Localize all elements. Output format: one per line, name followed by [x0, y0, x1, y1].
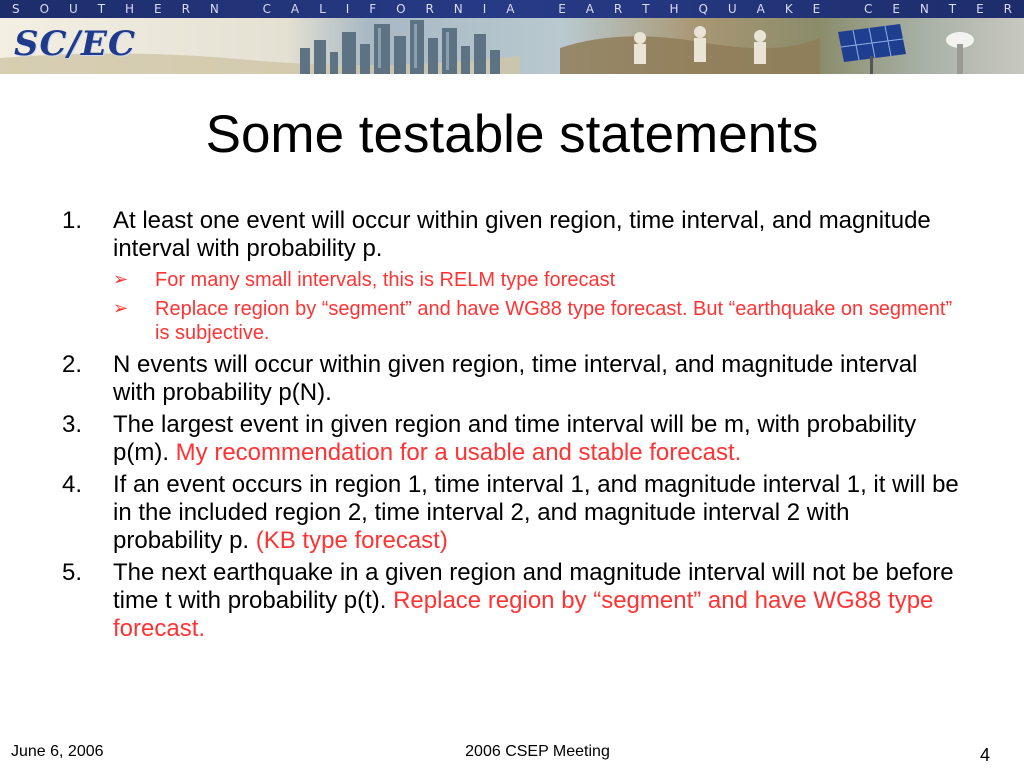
- list-item-3: [62, 411, 962, 467]
- org-name-letter: U: [68, 2, 78, 16]
- org-name-letter: N: [209, 2, 219, 16]
- org-name-letter: F: [369, 2, 377, 16]
- list-item-highlight: Replace region by “segment” and have WG88 type forecast.: [113, 587, 934, 642]
- org-name-letter: U: [727, 2, 737, 16]
- org-name-letter: [534, 1, 538, 17]
- list-item-number: 4.: [62, 471, 83, 498]
- org-name-letter: K: [784, 2, 793, 16]
- org-name-letter: O: [39, 2, 50, 16]
- list-item-text: At least one event will occur within given region, time interval, and magnitude interval with probability p.: [113, 207, 931, 262]
- org-name-letter: T: [948, 2, 957, 16]
- sub-item-1: [113, 268, 962, 292]
- slide-title: Some testable statements: [205, 105, 819, 164]
- org-name-letter: H: [125, 2, 135, 16]
- page-number: 4: [979, 745, 990, 765]
- list-item-5: [62, 559, 962, 643]
- org-name-letter: C: [262, 2, 271, 16]
- org-name-letter: E: [892, 2, 900, 16]
- list-item-4: [62, 471, 962, 555]
- list-item-2: [62, 351, 962, 407]
- header-strip: [0, 0, 1024, 19]
- list-item-number: 2.: [62, 351, 83, 378]
- org-name-letter: O: [396, 2, 406, 16]
- list-item-text: The largest event in given region and time interval will be m, with probability p(m).: [113, 411, 917, 466]
- org-name-letter: A: [506, 2, 515, 16]
- arrow-bullet-icon: ➢: [113, 298, 129, 319]
- list-item-text: The next earthquake in a given region and magnitude interval will not be before time t with probability p(t).: [113, 559, 954, 614]
- sub-item-2: [113, 297, 962, 345]
- footer-event: 2006 CSEP Meeting: [465, 743, 610, 760]
- scec-logo-text: SC/EC: [14, 24, 137, 64]
- org-name-letter: E: [154, 2, 162, 16]
- list-item-highlight: My recommendation for a usable and stable forecast.: [175, 439, 742, 466]
- statement-list: [62, 207, 962, 647]
- arrow-bullet-icon: ➢: [113, 269, 129, 290]
- org-name-letter: T: [642, 2, 650, 16]
- org-name-letter: N: [453, 2, 463, 16]
- org-name-letter: H: [669, 2, 679, 16]
- sub-item-text: Replace region by “segment” and have WG88 type forecast. But “earthquake on segment” is subjective.: [155, 298, 953, 344]
- org-name: [0, 1, 1024, 17]
- org-name-letter: C: [863, 2, 873, 16]
- org-name-letter: E: [812, 2, 821, 16]
- list-item-number: 1.: [62, 207, 83, 234]
- org-name-letter: A: [290, 2, 300, 16]
- org-name-letter: I: [482, 2, 487, 16]
- list-item-number: 5.: [62, 559, 83, 586]
- org-name-letter: Q: [698, 2, 708, 16]
- org-name-letter: A: [756, 2, 765, 16]
- org-name-letter: E: [976, 2, 984, 16]
- org-name-letter: R: [613, 2, 623, 16]
- org-name-letter: R: [425, 2, 434, 16]
- org-name-letter: N: [919, 2, 929, 16]
- org-name-letter: R: [1003, 2, 1012, 16]
- org-name-letter: [840, 1, 844, 17]
- list-item-1: [62, 207, 962, 263]
- banner-illustration: [0, 18, 1024, 74]
- org-name-letter: L: [319, 2, 326, 16]
- org-name-letter: R: [181, 2, 190, 16]
- org-name-letter: [239, 1, 243, 17]
- org-name-letter: A: [585, 2, 594, 16]
- header-banner-image: [0, 18, 1024, 74]
- footer-date: June 6, 2006: [11, 743, 104, 760]
- org-name-letter: I: [345, 2, 350, 16]
- sub-item-text: For many small intervals, this is RELM type forecast: [155, 269, 616, 291]
- list-item-text: N events will occur within given region, time interval, and magnitude interval with probability p(N).: [113, 351, 918, 406]
- list-item-highlight: (KB type forecast): [255, 527, 448, 554]
- scec-logo: [8, 20, 138, 72]
- list-item-number: 3.: [62, 411, 83, 438]
- list-item-text: If an event occurs in region 1, time interval 1, and magnitude interval 1, it will be in the included region 2, time interval 2, and magnitude interval 2 with probability p.: [113, 471, 959, 554]
- org-name-letter: T: [97, 2, 106, 16]
- org-name-letter: E: [558, 2, 566, 16]
- org-name-letter: S: [12, 2, 20, 16]
